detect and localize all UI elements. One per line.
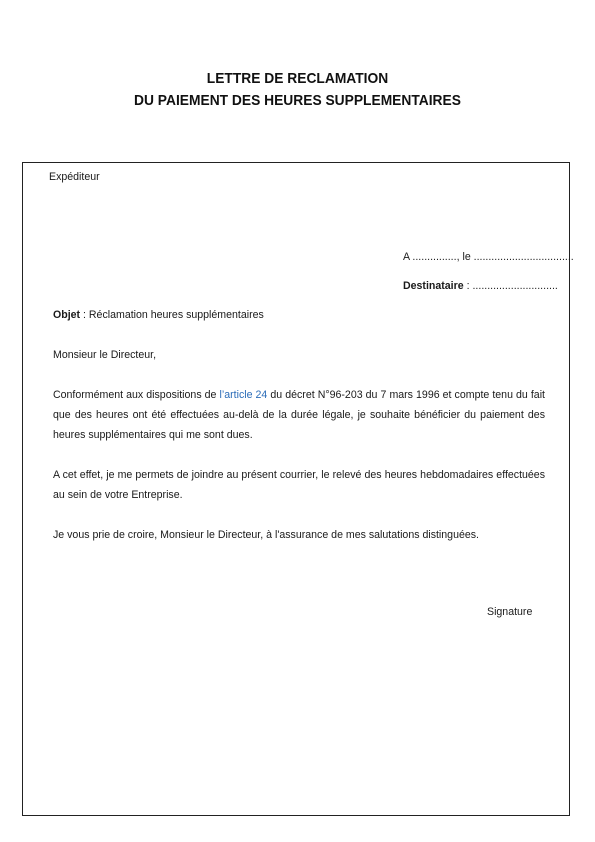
signature-label: Signature	[487, 606, 533, 618]
subject-text: : Réclamation heures supplémentaires	[80, 309, 264, 321]
recipient-line	[403, 276, 558, 296]
recipient-value: : .............................	[463, 280, 558, 292]
document-title-line-1: LETTRE DE RECLAMATION	[206, 70, 389, 87]
document-title-line-2: DU PAIEMENT DES HEURES SUPPLEMENTAIRES	[134, 92, 461, 109]
paragraph-1	[53, 385, 545, 445]
place-date-line: A ..............., le ..................................	[403, 251, 574, 263]
paragraph-1-after: du décret N°96-203 du 7 mars 1996 et compte tenu du fait que des heures ont été effectuées au-delà de la durée légale, je souhaite bénéficier du paiement des heures supplémentaires qui me sont dues.	[53, 389, 545, 441]
paragraph-1-before: Conformément aux dispositions de	[53, 389, 220, 401]
sender-label: Expéditeur	[49, 171, 100, 183]
subject-line	[53, 305, 264, 325]
paragraph-3: Je vous prie de croire, Monsieur le Directeur, à l'assurance de mes salutations distinguées.	[53, 529, 479, 541]
article-link[interactable]: l’article 24	[219, 389, 268, 401]
paragraph-2: A cet effet, je me permets de joindre au présent courrier, le relevé des heures hebdomadaires effectuées au sein de votre Entreprise.	[53, 469, 545, 501]
recipient-label: Destinataire	[403, 280, 464, 292]
subject-label: Objet	[53, 309, 81, 321]
salutation: Monsieur le Directeur,	[53, 349, 157, 361]
